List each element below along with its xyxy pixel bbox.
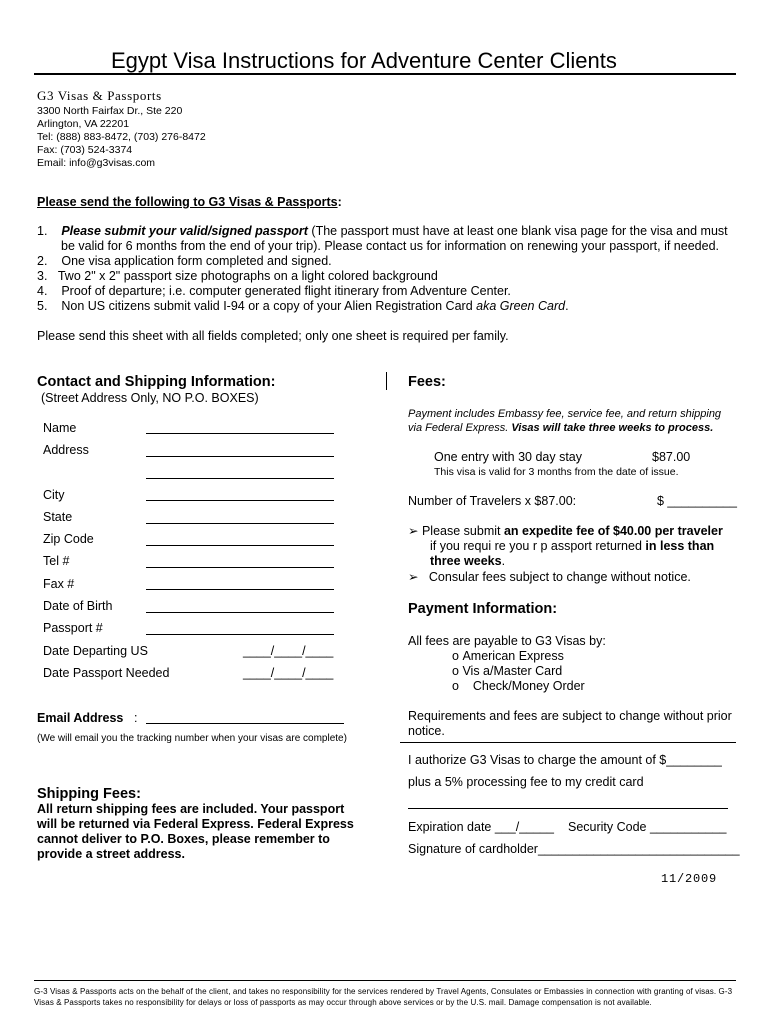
payment-heading: Payment Information: [408, 601, 558, 617]
payment-option-visa[interactable]: o Vis a/Master Card [452, 664, 563, 678]
field-label-dob: Date of Birth [43, 599, 113, 613]
instruction-item-4: 4. Proof of departure; i.e. computer generated flight itinerary from Adventure Center. [37, 284, 511, 298]
instruction-item-3: 3. Two 2" x 2" passport size photographs on a light colored background [37, 269, 438, 283]
fees-note-line2: via Federal Express. Visas will take three weeks to process. [408, 422, 714, 434]
contact-subheading: (Street Address Only, NO P.O. BOXES) [41, 391, 259, 405]
field-label-name: Name [43, 421, 77, 435]
field-label-zip: Zip Code [43, 532, 94, 546]
address-input-line1[interactable] [146, 456, 334, 457]
entry-price: $87.00 [652, 450, 691, 464]
name-input[interactable] [146, 433, 334, 434]
expiration-input[interactable]: Expiration date ___/_____ [408, 820, 554, 834]
fees-note-line1: Payment includes Embassy fee, service fee, and return shipping [408, 408, 722, 420]
instruction-item-1-cont: be valid for 6 months from the end of your trip). Please contact us for information on renewing your passport, if needed. [61, 239, 719, 253]
email-input[interactable] [146, 723, 344, 724]
contact-heading: Contact and Shipping Information: [37, 374, 276, 390]
travelers-input[interactable]: $ __________ [657, 494, 737, 508]
fax-input[interactable] [146, 589, 334, 590]
company-name: G3 Visas & Passports [37, 88, 162, 103]
bullet-arrow-icon: ➢ [408, 570, 419, 584]
column-divider [386, 372, 387, 390]
requirements-rule [400, 742, 736, 743]
email-label: Email Address [37, 711, 124, 725]
travelers-label: Number of Travelers x $87.00: [408, 494, 577, 508]
expedite-line2: if you requi re you r p assport returned in less than [430, 539, 715, 553]
entry-label: One entry with 30 day stay [434, 450, 582, 464]
tel-input[interactable] [146, 567, 334, 568]
field-label-city: City [43, 488, 65, 502]
dob-input[interactable] [146, 612, 334, 613]
security-code-input[interactable]: Security Code ___________ [568, 820, 727, 834]
company-address2: Arlington, VA 22201 [37, 118, 130, 130]
expedite-line3: three weeks. [430, 554, 506, 568]
address-input-line2[interactable] [146, 478, 334, 479]
payment-option-check[interactable]: o Check/Money Order [452, 679, 585, 693]
zip-input[interactable] [146, 545, 334, 546]
email-colon: : [134, 711, 138, 725]
footer-line2: Visas & Passports takes no responsibility for delays or loss of passports as may occur through above services or by the U.S. mail. Damage compensation is not available. [34, 998, 652, 1007]
field-label-state: State [43, 510, 73, 524]
payment-option-amex[interactable]: o American Express [452, 649, 564, 663]
departing-date-input[interactable]: ____/____/____ [243, 644, 334, 658]
instruction-item-5: 5. Non US citizens submit valid I-94 or a copy of your Alien Registration Card aka Green Card. [37, 299, 569, 313]
radio-circle-icon: o [452, 664, 459, 678]
payment-intro: All fees are payable to G3 Visas by: [408, 634, 606, 648]
title-rule [34, 73, 736, 75]
field-label-needed: Date Passport Needed [43, 666, 170, 680]
field-label-departing: Date Departing US [43, 644, 148, 658]
entry-note: This visa is valid for 3 months from the date of issue. [434, 466, 679, 478]
instruction-item-2: 2. One visa application form completed and signed. [37, 254, 332, 268]
radio-circle-icon: o [452, 679, 459, 693]
fees-heading: Fees: [408, 374, 446, 390]
authorize-line[interactable]: I authorize G3 Visas to charge the amount of $________ [408, 753, 722, 767]
signature-input[interactable]: Signature of cardholder_____________________________ [408, 842, 740, 856]
instructions-heading: Please send the following to G3 Visas & Passports: [37, 195, 342, 209]
form-date: 11/2009 [661, 872, 718, 886]
shipping-text: All return shipping fees are included. Your passport will be returned via Federal Express. Federal Express cannot deliver to P.O. Boxes, please remember to provide a street address. [37, 802, 354, 861]
processing-line: plus a 5% processing fee to my credit card [408, 775, 644, 789]
city-input[interactable] [146, 500, 334, 501]
shipping-heading: Shipping Fees: [37, 786, 141, 802]
requirements-line2: notice. [408, 724, 445, 738]
requirements-line1: Requirements and fees are subject to change without prior [408, 709, 732, 723]
field-label-passport: Passport # [43, 621, 103, 635]
company-email: Email: info@g3visas.com [37, 157, 156, 169]
passport-input[interactable] [146, 634, 334, 635]
field-label-tel: Tel # [43, 554, 70, 568]
page-title: Egypt Visa Instructions for Adventure Center Clients [111, 48, 617, 73]
email-note: (We will email you the tracking number when your visas are complete) [37, 733, 347, 744]
consular-line: ➢ Consular fees subject to change without notice. [408, 570, 691, 584]
card-number-input[interactable] [408, 808, 728, 809]
company-tel: Tel: (888) 883-8472, (703) 276-8472 [37, 131, 206, 143]
expedite-line1: ➢ Please submit an expedite fee of $40.00 per traveler [408, 524, 723, 538]
instruction-item-1: 1. Please submit your valid/signed passport (The passport must have at least one blank visa page for the visa and must [37, 224, 728, 238]
company-fax: Fax: (703) 524-3374 [37, 144, 133, 156]
radio-circle-icon: o [452, 649, 459, 663]
footer-line1: G-3 Visas & Passports acts on the behalf of the client, and takes no responsibility for the services rendered by Travel Agents, Consulates or Embassies in connection with granting of visas. G-3 [34, 987, 733, 996]
field-label-address: Address [43, 443, 89, 457]
footer-rule [34, 980, 736, 981]
instructions-note: Please send this sheet with all fields completed; only one sheet is required per family. [37, 329, 509, 343]
bullet-arrow-icon: ➢ [408, 524, 419, 538]
state-input[interactable] [146, 523, 334, 524]
company-address1: 3300 North Fairfax Dr., Ste 220 [37, 105, 183, 117]
needed-date-input[interactable]: ____/____/____ [243, 666, 334, 680]
field-label-fax: Fax # [43, 577, 75, 591]
